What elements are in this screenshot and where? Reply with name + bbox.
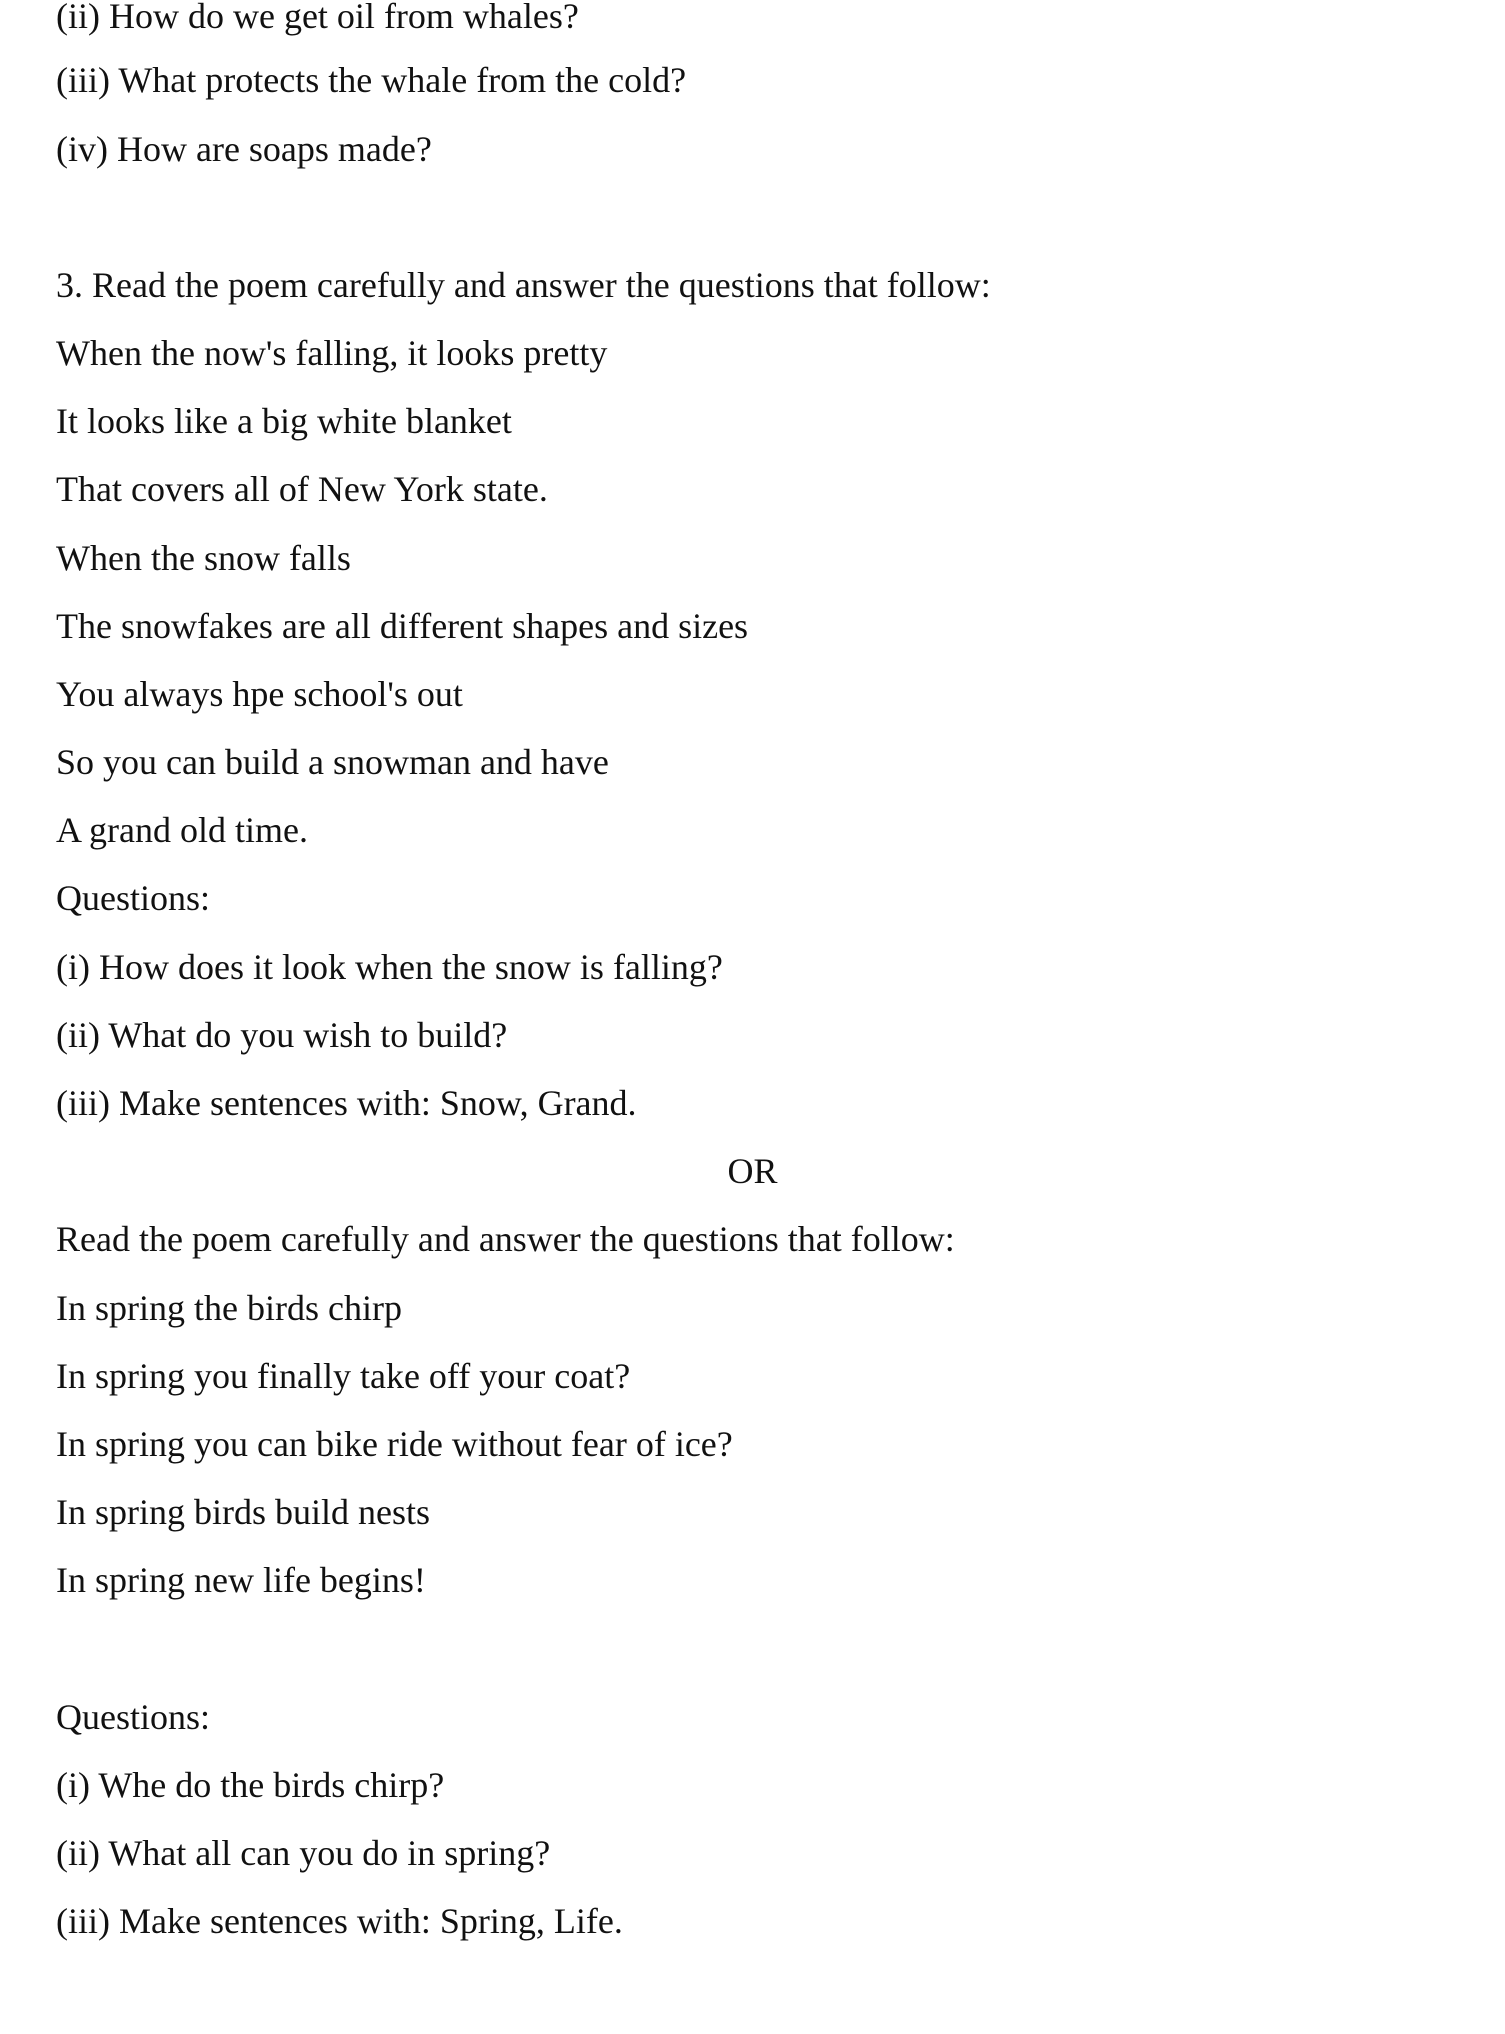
section3-question-ii: (ii) What do you wish to build? [56,1015,508,1055]
section3-questions-heading: Questions: [56,878,211,918]
poem1-line-3: That covers all of New York state. [56,469,548,509]
poem1-line-5: The snowfakes are all different shapes and sizes [56,606,749,646]
poem1-line-4: When the snow falls [56,538,351,578]
alt-instruction: Read the poem carefully and answer the questions that follow: [56,1219,955,1259]
poem2-line-4: In spring birds build nests [56,1492,430,1532]
alt-question-ii: (ii) What all can you do in spring? [56,1833,551,1873]
poem1-line-2: It looks like a big white blanket [56,401,512,441]
section3-question-i: (i) How does it look when the snow is falling? [56,947,723,987]
poem1-line-1: When the now's falling, it looks pretty [56,333,608,373]
prev-question-ii: (ii) How do we get oil from whales? [56,0,579,36]
poem1-line-6: You always hpe school's out [56,674,463,714]
alt-question-iii: (iii) Make sentences with: Spring, Life. [56,1901,623,1941]
or-divider: OR [727,1151,778,1191]
poem2-line-5: In spring new life begins! [56,1560,426,1600]
poem2-line-3: In spring you can bike ride without fear of ice? [56,1424,733,1464]
poem1-line-7: So you can build a snowman and have [56,742,609,782]
section3-instruction: 3. Read the poem carefully and answer the questions that follow: [56,265,991,305]
poem2-line-2: In spring you finally take off your coat? [56,1356,631,1396]
prev-question-iv: (iv) How are soaps made? [56,129,432,169]
section3-question-iii: (iii) Make sentences with: Snow, Grand. [56,1083,637,1123]
poem1-line-8: A grand old time. [56,810,308,850]
poem2-line-1: In spring the birds chirp [56,1288,402,1328]
alt-questions-heading: Questions: [56,1697,211,1737]
alt-question-i: (i) Whe do the birds chirp? [56,1765,445,1805]
prev-question-iii: (iii) What protects the whale from the cold? [56,60,687,100]
